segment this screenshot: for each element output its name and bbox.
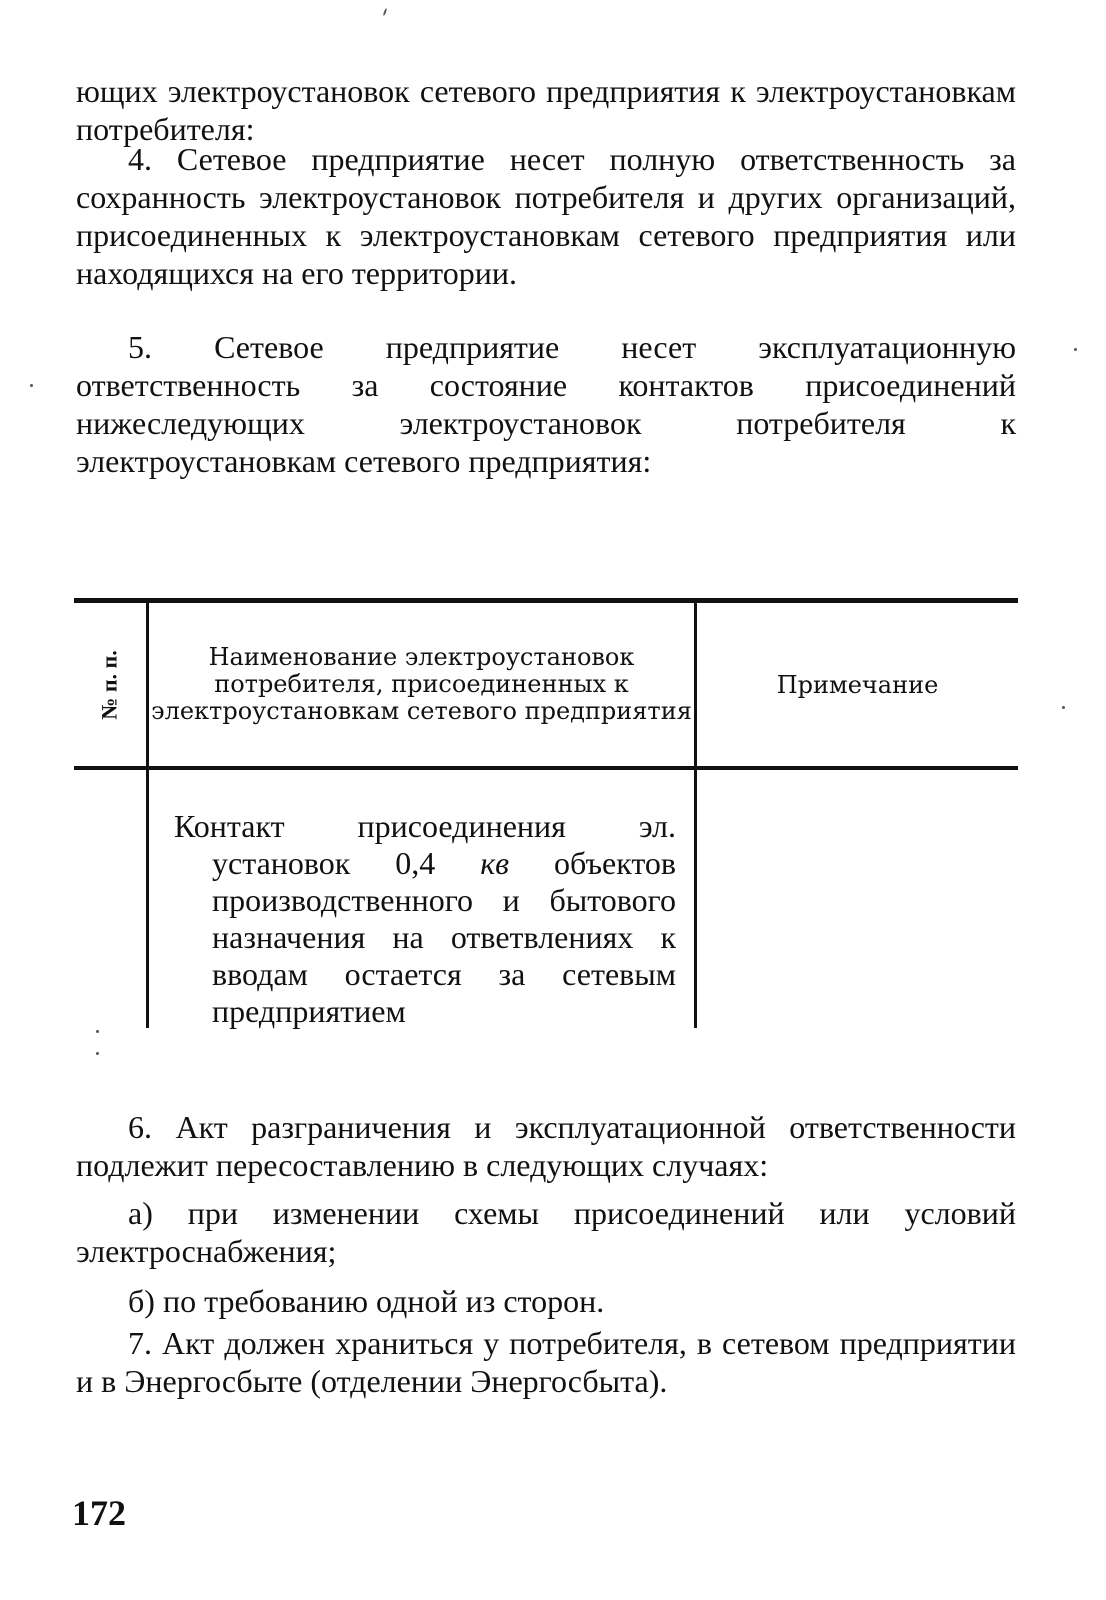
- print-speck: [1074, 348, 1077, 351]
- header-note: Примечание: [776, 670, 939, 699]
- table-header-rule: [74, 766, 1018, 770]
- table-divider: [694, 770, 697, 1028]
- paragraph-4: 4. Сетевое предприятие несет полную ответственность за сохранность электроустановок потребителя и других организаций, присоединенных к электроустановкам сетевого предприятия или находящихся на его территории.: [76, 141, 1016, 291]
- table-divider: [146, 770, 149, 1028]
- responsibility-table: [74, 598, 1018, 1038]
- paragraph-6a: а) при изменении схемы присоединений или условий электроснабжения;: [76, 1195, 1016, 1269]
- header-number-label: № п. п.: [97, 649, 122, 720]
- cell-unit: кв: [480, 845, 510, 881]
- print-speck: [383, 8, 388, 16]
- paragraph-6b: б) по требованию одной из сторон.: [128, 1283, 605, 1319]
- print-speck: [96, 1052, 99, 1055]
- print-speck: [30, 384, 33, 387]
- print-speck: [1062, 706, 1065, 709]
- cell-text-part2: объектов производственного и бытового назначения на ответвлениях к вводам остается за сетевым предприятием: [212, 845, 676, 1029]
- cell-text-part1: Контакт присоединения эл. установок 0,4: [174, 808, 676, 881]
- page-number: 172: [72, 1493, 126, 1533]
- header-number: [74, 603, 146, 766]
- table-row-name-cell: [174, 808, 676, 1030]
- header-name: Наименование электроустановок потребителя, присоединенных к электроустановкам сетевого предприятия: [151, 643, 692, 725]
- paragraph-5: 5. Сетевое предприятие несет эксплуатационную ответственность за состояние контактов присоединений нижеследующих электроустановок потребителя к электроустановкам сетевого предприятия:: [76, 329, 1016, 479]
- paragraph-continuation: ющих электроустановок сетевого предприятия к электроустановкам потребителя:: [76, 73, 1016, 147]
- print-speck: [96, 1030, 99, 1033]
- paragraph-7: 7. Акт должен храниться у потребителя, в сетевом предприятии и в Энергосбыте (отделении Энергосбыта).: [76, 1325, 1016, 1399]
- paragraph-6: 6. Акт разграничения и эксплуатационной ответственности подлежит пересоставлению в следующих случаях:: [76, 1109, 1016, 1183]
